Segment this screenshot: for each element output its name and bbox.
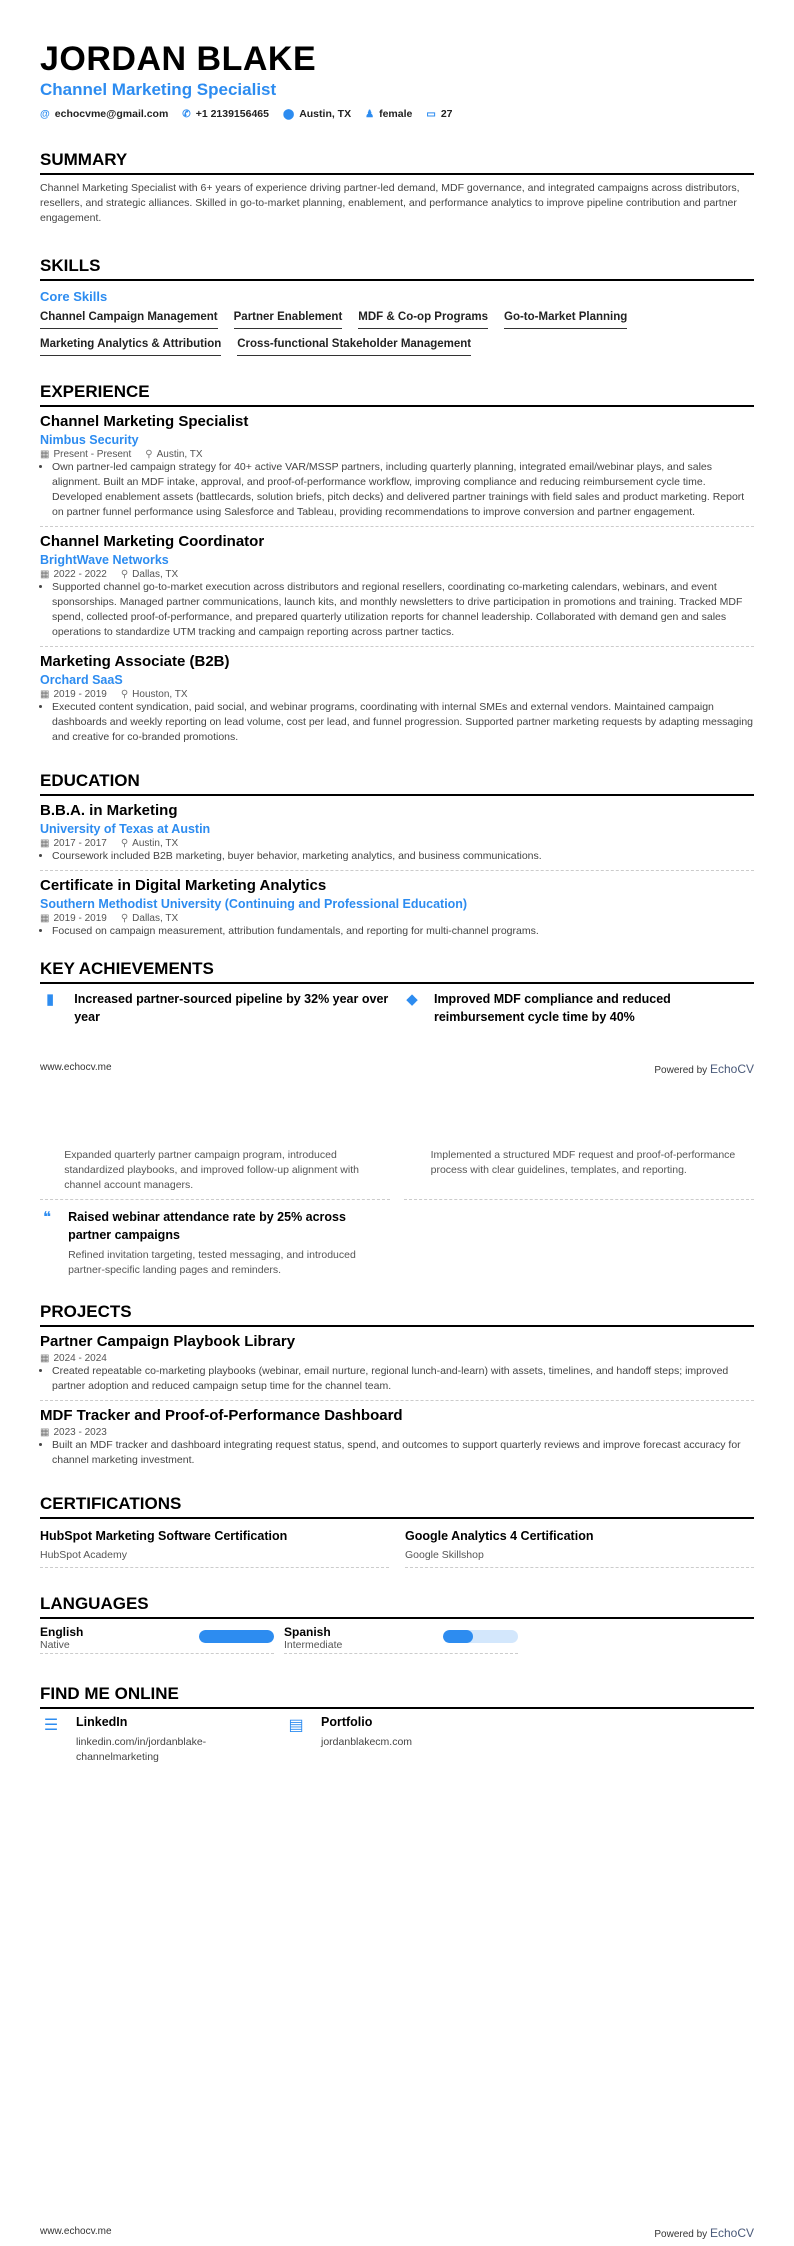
- gender: female: [379, 108, 413, 120]
- job-entry: [40, 413, 754, 527]
- education-entry: [40, 877, 754, 945]
- school: University of Texas at Austin: [40, 822, 211, 836]
- project-entry: [40, 1407, 754, 1474]
- project-bullet: • Built an MDF tracker and dashboard integrating request status, spend, and outcomes to support quarterly reviews and improve forecast accuracy for channel marketing investment.: [52, 1438, 754, 1468]
- page-footer: [40, 1062, 754, 1076]
- phone-icon: ✆: [182, 109, 191, 120]
- cert-issuer: Google Skillshop: [405, 1549, 484, 1561]
- projects-section: [40, 1302, 754, 1474]
- achievement-title: Increased partner-sourced pipeline by 32% year over year: [74, 992, 389, 1024]
- experience-section: [40, 382, 754, 751]
- section-heading: SUMMARY: [40, 150, 754, 175]
- resume-page-1: [40, 40, 754, 1765]
- language-name: Spanish: [284, 1625, 331, 1639]
- location-icon: ⚲: [120, 569, 129, 580]
- age: 27: [440, 108, 453, 120]
- link-url[interactable]: linkedin.com/in/jordanblake-channelmarketing: [76, 1736, 207, 1763]
- education-entry: [40, 802, 754, 871]
- contact-row: [40, 108, 754, 120]
- calendar-icon: ▦: [40, 569, 50, 580]
- section-heading: EDUCATION: [40, 771, 754, 796]
- dates: 2019 - 2019: [53, 689, 107, 700]
- achievement-desc: Implemented a structured MDF request and proof-of-performance process with clear guidelines, templates, and reporting.: [430, 1149, 736, 1176]
- skills-section: [40, 256, 754, 356]
- candidate-title: Channel Marketing Specialist: [40, 80, 277, 99]
- project-bullet: • Created repeatable co-marketing playbooks (webinar, email nurture, regional lunch-and-learn) with assets, timelines, and handoff steps; improved partner adoption and reduced campaign setup time for the channel team.: [52, 1364, 754, 1394]
- cert-issuer: HubSpot Academy: [40, 1549, 127, 1561]
- dates: 2024 - 2024: [53, 1353, 107, 1364]
- footer-site[interactable]: www.echocv.me: [40, 1062, 112, 1073]
- online-link[interactable]: [285, 1715, 530, 1765]
- school: Southern Methodist University (Continuing and Professional Education): [40, 897, 468, 911]
- languages-section: [40, 1594, 754, 1654]
- skill-tag: Marketing Analytics & Attribution: [40, 335, 221, 356]
- page-footer: [40, 2226, 754, 2240]
- section-heading: LANGUAGES: [40, 1594, 754, 1619]
- project-title: MDF Tracker and Proof-of-Performance Dashboard: [40, 1407, 403, 1424]
- footer-brand: EchoCV: [709, 1062, 754, 1076]
- project-entry: [40, 1333, 754, 1401]
- company: Nimbus Security: [40, 433, 139, 447]
- certification: [40, 1525, 389, 1568]
- dates: 2017 - 2017: [53, 838, 107, 849]
- calendar-icon: ▦: [40, 1353, 50, 1364]
- phone[interactable]: +1 2139156465: [195, 108, 269, 120]
- graduation-cap-icon: ◆: [406, 991, 418, 1008]
- job-title: Channel Marketing Coordinator: [40, 533, 265, 550]
- edu-bullet: • Focused on campaign measurement, attribution fundamentals, and reporting for multi-channel programs.: [52, 924, 754, 939]
- portfolio-icon: ▤: [288, 1717, 304, 1734]
- skill-tag: Cross-functional Stakeholder Management: [237, 335, 471, 356]
- dates: 2019 - 2019: [53, 913, 107, 924]
- edu-location: Dallas, TX: [132, 913, 179, 924]
- footer-powered: Powered by: [654, 2229, 708, 2240]
- calendar-icon: ▦: [40, 1427, 50, 1438]
- company: Orchard SaaS: [40, 673, 123, 687]
- achievement-desc: Expanded quarterly partner campaign program, introduced standardized playbooks, and improved follow-up alignment with channel account managers.: [64, 1149, 359, 1191]
- link-name: Portfolio: [321, 1715, 373, 1729]
- dates: 2022 - 2022: [53, 569, 107, 580]
- job-title: Marketing Associate (B2B): [40, 653, 230, 670]
- at-icon: @: [40, 109, 50, 120]
- job-location: Dallas, TX: [132, 569, 179, 580]
- summary-text: Channel Marketing Specialist with 6+ years of experience driving partner-led demand, MDF governance, and integrated campaigns across distributors, resellers, and strategic alliances. Skilled in go-to-market planning, enablement, and performance analytics to improve pipeline contribution and partner engagement.: [40, 182, 740, 224]
- dates: 2023 - 2023: [53, 1427, 107, 1438]
- language-name: English: [40, 1625, 84, 1639]
- candidate-name: JORDAN BLAKE: [40, 40, 317, 78]
- education-section: [40, 771, 754, 945]
- calendar-icon: ▭: [426, 109, 436, 120]
- section-heading: KEY ACHIEVEMENTS: [40, 959, 754, 984]
- language-level: Intermediate: [284, 1639, 343, 1651]
- summary-section: [40, 150, 754, 226]
- linkedin-icon: ☰: [43, 1717, 59, 1734]
- language: [284, 1625, 518, 1654]
- document-icon: ▮: [45, 991, 55, 1008]
- skill-tag: Partner Enablement: [234, 308, 343, 329]
- link-url[interactable]: jordanblakecm.com: [321, 1736, 413, 1748]
- location-icon: ⚲: [120, 689, 129, 700]
- job-bullet: • Executed content syndication, paid social, and webinar programs, coordinating with internal SMEs and external vendors. Maintained campaign dashboards and weekly reporting on lead volume, cost per lead, and funnel progression. Supported partner marketing requests by adapting messaging and creative for co-branded promotions.: [52, 700, 754, 745]
- language: [40, 1625, 274, 1654]
- job-bullet: • Own partner-led campaign strategy for 40+ active VAR/MSSP partners, including quarterly planning, integrated email/webinar plays, and sales alignment. Built an MDF intake, approval, and proof-of-performance workflow, improving compliance and reducing reimbursement cycle time. Developed enablement assets (battlecards, solution briefs, pitch decks) and delivered partner trainings with field sales and product marketing. Report on partner funnel performance using Salesforce and Tableau, providing recommendations to improve conversion and partner engagement.: [52, 460, 754, 520]
- location-icon: ⚲: [120, 913, 129, 924]
- dates: Present - Present: [53, 449, 132, 460]
- section-heading: PROJECTS: [40, 1302, 754, 1327]
- online-link[interactable]: [40, 1715, 285, 1765]
- project-title: Partner Campaign Playbook Library: [40, 1333, 296, 1350]
- online-section: [40, 1684, 754, 1765]
- company: BrightWave Networks: [40, 553, 169, 567]
- calendar-icon: ▦: [40, 449, 50, 460]
- edu-location: Austin, TX: [132, 838, 179, 849]
- achievement-title: Raised webinar attendance rate by 25% across partner campaigns: [68, 1210, 346, 1242]
- footer-brand: EchoCV: [709, 2226, 754, 2240]
- calendar-icon: ▦: [40, 838, 50, 849]
- job-entry: [40, 653, 754, 751]
- language-level: Native: [40, 1639, 70, 1651]
- calendar-icon: ▦: [40, 913, 50, 924]
- achievement-desc: Refined invitation targeting, tested messaging, and introduced partner-specific landing pages and reminders.: [68, 1249, 356, 1276]
- achievement-title: Improved MDF compliance and reduced reimbursement cycle time by 40%: [433, 992, 671, 1024]
- footer-site[interactable]: www.echocv.me: [40, 2226, 112, 2237]
- location: Austin, TX: [299, 108, 352, 120]
- section-heading: FIND ME ONLINE: [40, 1684, 754, 1709]
- degree: Certificate in Digital Marketing Analytics: [40, 877, 327, 894]
- degree: B.B.A. in Marketing: [40, 802, 178, 819]
- certification: [405, 1525, 754, 1568]
- location-icon: ⬤: [282, 109, 295, 120]
- edu-bullet: • Coursework included B2B marketing, buyer behavior, marketing analytics, and business communications.: [52, 849, 754, 864]
- proficiency-bar: [443, 1630, 518, 1643]
- location-icon: ⚲: [120, 838, 129, 849]
- proficiency-bar: [199, 1630, 274, 1643]
- email[interactable]: echocvme@gmail.com: [54, 108, 169, 120]
- skill-tag: Go-to-Market Planning: [504, 308, 627, 329]
- achievements-section: [40, 959, 754, 1278]
- footer-powered: Powered by: [654, 1065, 708, 1076]
- job-bullet: • Supported channel go-to-market execution across distributors and regional resellers, coordinating co-marketing calendars, webinars, and event sponsorships. Managed partner communications, launch kits, and monthly newsletters to drive participation in promotions and training. Tracked MDF spend, collected proof-of-performance, and prepared quarterly utilization reports for channel leadership. Collaborated with demand gen and sales operations to standardize UTM tracking and campaign reporting across partner tactics.: [52, 580, 754, 640]
- section-heading: CERTIFICATIONS: [40, 1494, 754, 1519]
- job-location: Austin, TX: [156, 449, 203, 460]
- skills-subheading: Core Skills: [40, 289, 108, 304]
- job-entry: [40, 533, 754, 647]
- cert-name: HubSpot Marketing Software Certification: [40, 1529, 288, 1543]
- section-heading: SKILLS: [40, 256, 754, 281]
- user-icon: ♟: [365, 109, 375, 120]
- calendar-icon: ▦: [40, 689, 50, 700]
- job-title: Channel Marketing Specialist: [40, 413, 249, 430]
- page-break: [40, 1026, 754, 1144]
- chat-icon: ❝: [42, 1209, 52, 1226]
- job-location: Houston, TX: [132, 689, 188, 700]
- certifications-section: [40, 1494, 754, 1568]
- link-name: LinkedIn: [76, 1715, 128, 1729]
- location-icon: ⚲: [145, 449, 153, 460]
- skill-tag: MDF & Co-op Programs: [358, 308, 488, 329]
- cert-name: Google Analytics 4 Certification: [405, 1529, 594, 1543]
- skill-tag: Channel Campaign Management: [40, 308, 218, 329]
- section-heading: EXPERIENCE: [40, 382, 754, 407]
